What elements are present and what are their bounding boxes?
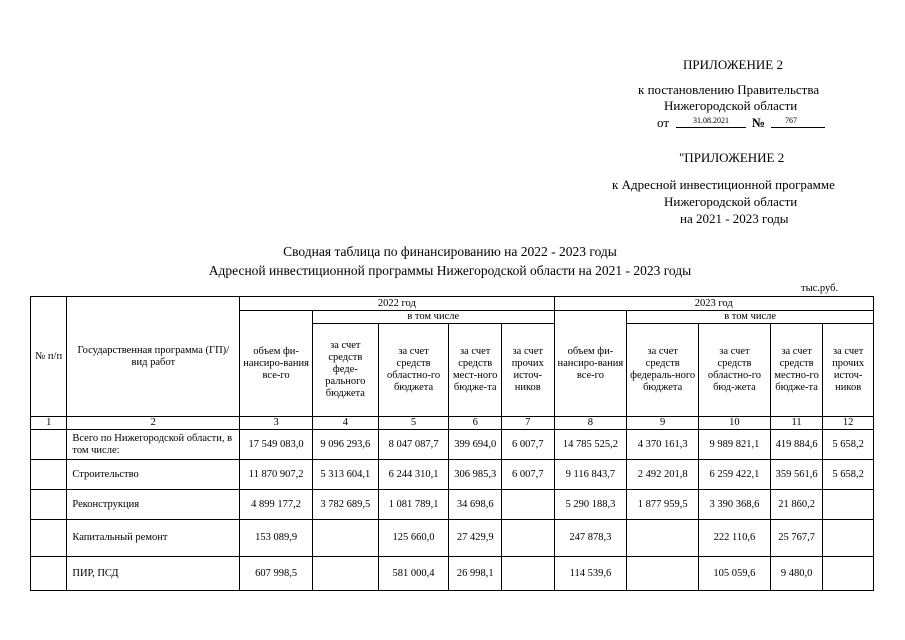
col-header-local-2023: за счет средств местно-го бюдже-та [770,324,823,417]
cell-regional-2022: 1 081 789,1 [378,490,449,520]
col-number: 12 [823,417,874,430]
col-number: 6 [449,417,502,430]
cell-regional-2022: 581 000,4 [378,557,449,591]
cell-local-2023: 25 767,7 [770,520,823,557]
cell-federal-2023: 2 492 201,8 [627,460,699,490]
cell-other-2023 [823,520,874,557]
cell-local-2022: 34 698,6 [449,490,502,520]
cell-federal-2023 [627,557,699,591]
units-label: тыс.руб. [801,283,839,294]
cell-total-2023: 9 116 843,7 [554,460,627,490]
cell-other-2023: 5 658,2 [823,460,874,490]
cell-other-2022 [501,520,554,557]
cell-regional-2023: 6 259 422,1 [699,460,771,490]
cell-federal-2022 [312,520,378,557]
cell-total-2023: 14 785 525,2 [554,430,627,460]
appendix-title-2: "ПРИЛОЖЕНИЕ 2 [679,150,785,165]
table-row [31,520,874,557]
cell-federal-2022: 5 313 604,1 [312,460,378,490]
cell-local-2023: 419 884,6 [770,430,823,460]
program-line-3: на 2021 - 2023 годы [680,211,789,226]
year-2023-header: 2023 год [554,297,873,311]
number-underline [771,127,825,128]
cell-other-2022 [501,490,554,520]
col-header-regional-2023: за счет средств областно-го бюд-жета [699,324,771,417]
appendix-title: ПРИЛОЖЕНИЕ 2 [683,57,783,72]
row-num [31,460,67,490]
cell-local-2022: 399 694,0 [449,430,502,460]
decree-line-2: Нижегородской области [664,98,798,113]
cell-total-2022: 153 089,9 [240,520,313,557]
cell-other-2023: 5 658,2 [823,430,874,460]
column-number-row [31,417,874,430]
decree-number: 767 [785,116,797,125]
row-name: Всего по Нижегородской области, в том числе: [67,430,240,460]
cell-federal-2023: 1 877 959,5 [627,490,699,520]
cell-local-2022: 27 429,9 [449,520,502,557]
row-name: ПИР, ПСД [67,557,240,591]
cell-other-2023 [823,557,874,591]
cell-other-2022 [501,557,554,591]
decree-line-1: к постановлению Правительства [638,82,820,97]
col-number: 4 [312,417,378,430]
cell-regional-2022: 6 244 310,1 [378,460,449,490]
cell-regional-2023: 105 059,6 [699,557,771,591]
col-header-regional-2022: за счет средств областно-го бюджета [378,324,449,417]
col-header-total-2023: объем фи-нансиро-вания все-го [554,311,627,417]
row-name: Реконструкция [67,490,240,520]
cell-local-2023: 9 480,0 [770,557,823,591]
including-header-2022: в том числе [312,311,554,324]
cell-federal-2022: 3 782 689,5 [312,490,378,520]
row-name: Капитальный ремонт [67,520,240,557]
cell-regional-2022: 125 660,0 [378,520,449,557]
cell-federal-2023 [627,520,699,557]
cell-regional-2023: 9 989 821,1 [699,430,771,460]
cell-local-2022: 26 998,1 [449,557,502,591]
col-number: 1 [31,417,67,430]
program-line-1: к Адресной инвестиционной программе [612,177,835,192]
col-header-num: № п/п [31,297,67,417]
cell-local-2022: 306 985,3 [449,460,502,490]
row-num [31,557,67,591]
col-number: 7 [501,417,554,430]
year-2022-header: 2022 год [240,297,554,311]
cell-regional-2022: 8 047 087,7 [378,430,449,460]
col-number: 10 [699,417,771,430]
table-row [31,430,874,460]
cell-federal-2022: 9 096 293,6 [312,430,378,460]
date-underline [676,127,746,128]
table-title-line-1: Сводная таблица по финансированию на 2022 - 2023 годы [283,244,617,259]
program-line-2: Нижегородской области [664,194,798,209]
col-header-total-2022: объем фи-нансиро-вания все-го [240,311,313,417]
cell-total-2022: 607 998,5 [240,557,313,591]
cell-regional-2023: 3 390 368,6 [699,490,771,520]
including-header-2023: в том числе [627,311,874,324]
cell-total-2023: 114 539,6 [554,557,627,591]
col-header-federal-2023: за счет средств федераль-ного бюджета [627,324,699,417]
cell-other-2022: 6 007,7 [501,430,554,460]
cell-federal-2023: 4 370 161,3 [627,430,699,460]
col-header-other-2023: за счет прочих источ-ников [823,324,874,417]
cell-other-2022: 6 007,7 [501,460,554,490]
table-row [31,557,874,591]
row-num [31,490,67,520]
col-header-federal-2022: за счет средств феде-рального бюджета [312,324,378,417]
col-header-local-2022: за счет средств мест-ного бюдже-та [449,324,502,417]
cell-total-2022: 4 899 177,2 [240,490,313,520]
decree-date: 31.08.2021 [693,116,729,125]
cell-local-2023: 359 561,6 [770,460,823,490]
cell-total-2022: 17 549 083,0 [240,430,313,460]
table-row [31,490,874,520]
row-num [31,430,67,460]
cell-federal-2022 [312,557,378,591]
cell-total-2023: 5 290 188,3 [554,490,627,520]
col-header-program: Государственная программа (ГП)/ вид работ [67,297,240,417]
from-label: от [657,115,670,130]
col-number: 9 [627,417,699,430]
table-title-line-2: Адресной инвестиционной программы Нижегородской области на 2021 - 2023 годы [208,263,692,278]
col-header-other-2022: за счет прочих источ-ников [501,324,554,417]
col-number: 5 [378,417,449,430]
cell-total-2022: 11 870 907,2 [240,460,313,490]
col-number: 11 [770,417,823,430]
cell-regional-2023: 222 110,6 [699,520,771,557]
cell-local-2023: 21 860,2 [770,490,823,520]
row-num [31,520,67,557]
cell-total-2023: 247 878,3 [554,520,627,557]
col-number: 8 [554,417,627,430]
col-number: 2 [67,417,240,430]
cell-other-2023 [823,490,874,520]
col-number: 3 [240,417,313,430]
financing-table [30,296,874,591]
table-row [31,460,874,490]
number-label: № [752,115,766,130]
row-name: Строительство [67,460,240,490]
